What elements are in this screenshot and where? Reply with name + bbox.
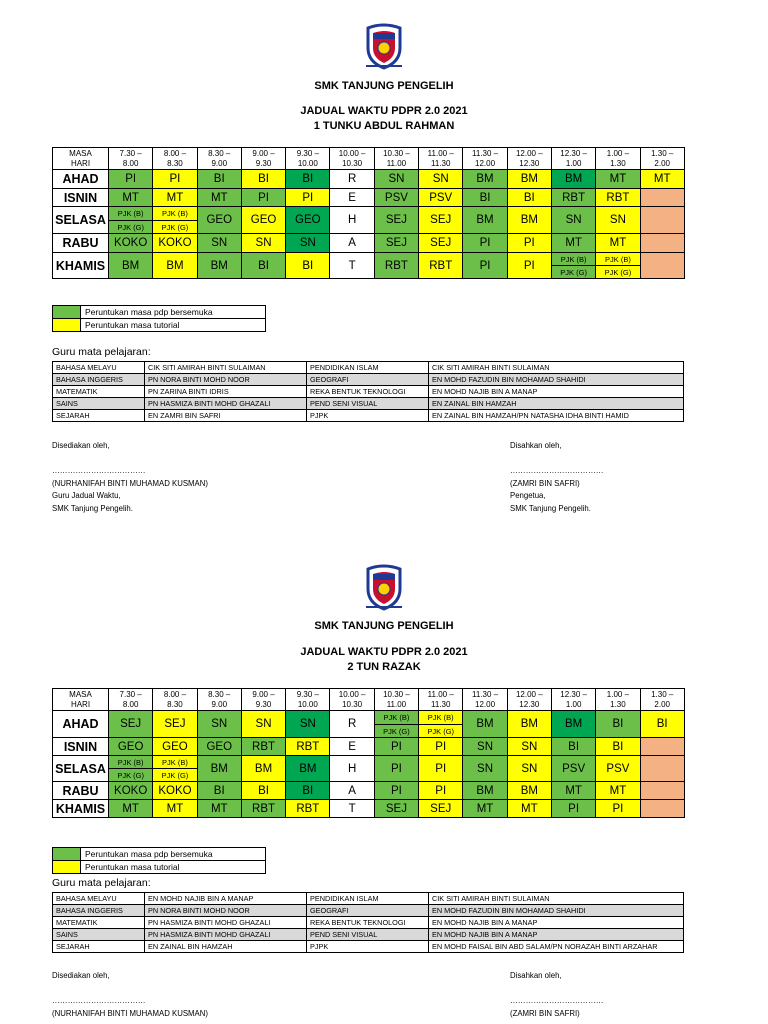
- time-header: 10.30 – 11.00: [374, 148, 418, 170]
- subject-cell: SN: [197, 234, 241, 253]
- subject-cell: PI: [374, 782, 418, 800]
- time-header: 12.00 – 12.30: [507, 148, 551, 170]
- subject-cell: PJK (G): [374, 725, 418, 738]
- subject-cell: BI: [241, 253, 285, 279]
- break-letter: R: [330, 170, 374, 189]
- empty-cell: [640, 782, 684, 800]
- signature-prepared: Disediakan oleh, ……………………………… (NURHANIFAH BINTI MUHAMAD KUSMAN): [52, 971, 208, 1018]
- class-name: 1 TUNKU ABDUL RAHMAN: [313, 120, 455, 132]
- subject-cell: SEJ: [374, 234, 418, 253]
- break-letter: R: [330, 711, 374, 738]
- subject-cell: PI: [374, 738, 418, 756]
- subject-cell: BI: [551, 738, 595, 756]
- subject-cell: GEO: [241, 207, 285, 234]
- subject-cell: GEO: [197, 738, 241, 756]
- subject-cell: SEJ: [109, 711, 153, 738]
- subject-cell: SN: [507, 756, 551, 782]
- subject-cell: BM: [551, 711, 595, 738]
- subject-cell: SN: [286, 234, 330, 253]
- subject-cell: PJK (B): [153, 207, 197, 221]
- break-letter: H: [330, 207, 374, 234]
- masa-hari-header: MASA HARI: [53, 689, 109, 711]
- subject-cell: SEJ: [374, 800, 418, 818]
- subject-cell: PSV: [374, 189, 418, 207]
- time-header: 1.30 – 2.00: [640, 689, 684, 711]
- school-name: SMK TANJUNG PENGELIH: [314, 80, 454, 92]
- subject-cell: PI: [507, 253, 551, 279]
- subject-cell: SN: [463, 738, 507, 756]
- day-label: SELASA: [53, 207, 109, 234]
- empty-cell: [640, 189, 684, 207]
- subject-cell: RBT: [241, 738, 285, 756]
- subject-cell: PI: [419, 756, 463, 782]
- empty-cell: [640, 207, 684, 234]
- table-row: BAHASA MELAYU EN MOHD NAJIB BIN A MANAP PENDIDIKAN ISLAM CIK SITI AMIRAH BINTI SULAIMAN: [53, 893, 684, 905]
- subject-cell: PSV: [551, 756, 595, 782]
- subject-cell: PJK (G): [153, 769, 197, 782]
- time-header: 9.30 – 10.00: [286, 148, 330, 170]
- subject-cell: MT: [197, 800, 241, 818]
- legend-label: Peruntukan masa tutorial: [81, 861, 266, 874]
- teachers-table-2: [52, 892, 684, 953]
- subject-cell: SN: [374, 170, 418, 189]
- break-letter: E: [330, 189, 374, 207]
- subject-cell: BI: [197, 170, 241, 189]
- empty-cell: [640, 738, 684, 756]
- teachers-heading: Guru mata pelajaran:: [52, 877, 151, 889]
- masa-hari-header: MASA HARI: [53, 148, 109, 170]
- subject-cell: SN: [507, 738, 551, 756]
- subject-cell: MT: [153, 800, 197, 818]
- legend: [52, 847, 266, 874]
- subject-cell: GEO: [109, 738, 153, 756]
- subject-cell: SN: [241, 711, 285, 738]
- legend-swatch-green: [53, 848, 81, 861]
- subject-cell: PI: [419, 782, 463, 800]
- time-header: 12.00 – 12.30: [507, 689, 551, 711]
- subject-cell: PJK (B): [596, 253, 640, 266]
- table-row: BAHASA INGGERIS PN NORA BINTI MOHD NOOR GEOGRAFI EN MOHD FAZUDIN BIN MOHAMAD SHAHIDI: [53, 374, 684, 386]
- subject-cell: RBT: [286, 738, 330, 756]
- class-name: 2 TUN RAZAK: [347, 661, 421, 673]
- day-label: ISNIN: [53, 189, 109, 207]
- subject-cell: RBT: [419, 253, 463, 279]
- legend-swatch-green: [53, 306, 81, 319]
- subject-cell: BI: [241, 170, 285, 189]
- day-label: RABU: [53, 234, 109, 253]
- timetable-title: JADUAL WAKTU PDPR 2.0 2021: [300, 105, 468, 117]
- break-letter: E: [330, 738, 374, 756]
- table-row: BAHASA INGGERIS PN NORA BINTI MOHD NOOR GEOGRAFI EN MOHD FAZUDIN BIN MOHAMAD SHAHIDI: [53, 905, 684, 917]
- subject-cell: PI: [507, 234, 551, 253]
- subject-cell: GEO: [286, 207, 330, 234]
- subject-cell: SN: [551, 207, 595, 234]
- table-row: SEJARAH EN ZAMRI BIN SAFRI PJPK EN ZAINAL BIN HAMZAH/PN NATASHA IDHA BINTI HAMID: [53, 410, 684, 422]
- subject-cell: BI: [640, 711, 684, 738]
- subject-cell: PI: [241, 189, 285, 207]
- subject-cell: BM: [109, 253, 153, 279]
- subject-cell: PJK (G): [419, 725, 463, 738]
- subject-cell: MT: [507, 800, 551, 818]
- time-header: 8.30 – 9.00: [197, 148, 241, 170]
- subject-cell: KOKO: [153, 234, 197, 253]
- day-label: KHAMIS: [53, 253, 109, 279]
- time-header: 9.00 – 9.30: [241, 148, 285, 170]
- subject-cell: SN: [286, 711, 330, 738]
- day-label: KHAMIS: [53, 800, 109, 818]
- time-header: 8.00 – 8.30: [153, 689, 197, 711]
- subject-cell: BI: [241, 782, 285, 800]
- subject-cell: RBT: [596, 189, 640, 207]
- subject-cell: BM: [507, 711, 551, 738]
- subject-cell: PSV: [419, 189, 463, 207]
- subject-cell: BM: [507, 207, 551, 234]
- time-header: 10.00 – 10.30: [330, 148, 374, 170]
- break-letter: T: [330, 253, 374, 279]
- subject-cell: PJK (B): [109, 756, 153, 769]
- subject-cell: PJK (B): [153, 756, 197, 769]
- break-letter: H: [330, 756, 374, 782]
- subject-cell: BI: [286, 170, 330, 189]
- subject-cell: MT: [463, 800, 507, 818]
- subject-cell: BM: [463, 170, 507, 189]
- time-header: 10.30 – 11.00: [374, 689, 418, 711]
- subject-cell: BM: [507, 170, 551, 189]
- time-header: 1.30 – 2.00: [640, 148, 684, 170]
- subject-cell: GEO: [197, 207, 241, 234]
- legend-label: Peruntukan masa pdp bersemuka: [81, 306, 266, 319]
- subject-cell: SN: [197, 711, 241, 738]
- subject-cell: KOKO: [153, 782, 197, 800]
- subject-cell: BM: [153, 253, 197, 279]
- time-header: 12.30 – 1.00: [551, 148, 595, 170]
- subject-cell: BI: [596, 711, 640, 738]
- subject-cell: BI: [463, 189, 507, 207]
- day-label: AHAD: [53, 170, 109, 189]
- timetable-2: [52, 688, 685, 818]
- subject-cell: KOKO: [109, 234, 153, 253]
- subject-cell: PI: [463, 253, 507, 279]
- subject-cell: MT: [596, 782, 640, 800]
- subject-cell: RBT: [286, 800, 330, 818]
- signature-prepared: Disediakan oleh, ……………………………… (NURHANIFAH BINTI MUHAMAD KUSMAN) Guru Jadual Waktu, SMK Tanjung Pengelih.: [52, 441, 208, 513]
- time-header: 1.00 – 1.30: [596, 148, 640, 170]
- subject-cell: MT: [197, 189, 241, 207]
- time-header: 11.30 – 12.00: [463, 689, 507, 711]
- subject-cell: BM: [507, 782, 551, 800]
- school-crest-icon: [362, 563, 406, 611]
- legend-label: Peruntukan masa pdp bersemuka: [81, 848, 266, 861]
- teachers-heading: Guru mata pelajaran:: [52, 346, 151, 358]
- subject-cell: RBT: [374, 253, 418, 279]
- empty-cell: [640, 234, 684, 253]
- table-row: BAHASA MELAYU CIK SITI AMIRAH BINTI SULAIMAN PENDIDIKAN ISLAM CIK SITI AMIRAH BINTI SULAIMAN: [53, 362, 684, 374]
- subject-cell: PJK (G): [153, 221, 197, 234]
- break-letter: A: [330, 782, 374, 800]
- school-name: SMK TANJUNG PENGELIH: [314, 620, 454, 632]
- subject-cell: BM: [551, 170, 595, 189]
- subject-cell: BM: [197, 756, 241, 782]
- subject-cell: BM: [463, 207, 507, 234]
- subject-cell: MT: [153, 189, 197, 207]
- legend-swatch-yellow: [53, 861, 81, 874]
- teachers-table-1: [52, 361, 684, 422]
- time-header: 9.00 – 9.30: [241, 689, 285, 711]
- subject-cell: PSV: [596, 756, 640, 782]
- subject-cell: BM: [463, 711, 507, 738]
- legend: [52, 305, 266, 332]
- time-header: 1.00 – 1.30: [596, 689, 640, 711]
- subject-cell: MT: [596, 234, 640, 253]
- legend-swatch-yellow: [53, 319, 81, 332]
- time-header: 11.00 – 11.30: [419, 689, 463, 711]
- subject-cell: MT: [551, 782, 595, 800]
- subject-cell: SN: [419, 170, 463, 189]
- subject-cell: MT: [109, 189, 153, 207]
- subject-cell: SN: [241, 234, 285, 253]
- timetable-1: [52, 147, 685, 279]
- subject-cell: BM: [286, 756, 330, 782]
- empty-cell: [640, 756, 684, 782]
- empty-cell: [640, 800, 684, 818]
- subject-cell: PI: [419, 738, 463, 756]
- subject-cell: BI: [596, 738, 640, 756]
- subject-cell: BI: [197, 782, 241, 800]
- subject-cell: SEJ: [374, 207, 418, 234]
- subject-cell: PI: [109, 170, 153, 189]
- school-crest-icon: [362, 22, 406, 70]
- time-header: 8.00 – 8.30: [153, 148, 197, 170]
- subject-cell: SEJ: [419, 800, 463, 818]
- subject-cell: BM: [463, 782, 507, 800]
- subject-cell: PI: [596, 800, 640, 818]
- table-row: SAINS PN HASMIZA BINTI MOHD GHAZALI PEND SENI VISUAL EN MOHD NAJIB BIN A MANAP: [53, 929, 684, 941]
- table-row: SEJARAH EN ZAINAL BIN HAMZAH PJPK EN MOHD FAISAL BIN ABD SALAM/PN NORAZAH BINTI ARZAHAR: [53, 941, 684, 953]
- subject-cell: SEJ: [419, 207, 463, 234]
- subject-cell: PJK (B): [109, 207, 153, 221]
- day-label: ISNIN: [53, 738, 109, 756]
- break-letter: T: [330, 800, 374, 818]
- table-row: MATEMATIK PN HASMIZA BINTI MOHD GHAZALI REKA BENTUK TEKNOLOGI EN MOHD NAJIB BIN A MANAP: [53, 917, 684, 929]
- subject-cell: GEO: [153, 738, 197, 756]
- subject-cell: PJK (B): [419, 711, 463, 725]
- time-header: 9.30 – 10.00: [286, 689, 330, 711]
- time-header: 10.00 – 10.30: [330, 689, 374, 711]
- table-row: SAINS PN HASMIZA BINTI MOHD GHAZALI PEND SENI VISUAL EN ZAINAL BIN HAMZAH: [53, 398, 684, 410]
- subject-cell: PJK (G): [596, 266, 640, 279]
- table-row: MATEMATIK PN ZARINA BINTI IDRIS REKA BENTUK TEKNOLOGI EN MOHD NAJIB BIN A MANAP: [53, 386, 684, 398]
- time-header: 7.30 – 8.00: [109, 148, 153, 170]
- time-header: 7.30 – 8.00: [109, 689, 153, 711]
- subject-cell: SN: [463, 756, 507, 782]
- time-header: 11.30 – 12.00: [463, 148, 507, 170]
- empty-cell: [640, 253, 684, 279]
- subject-cell: SN: [596, 207, 640, 234]
- subject-cell: PI: [551, 800, 595, 818]
- subject-cell: PI: [463, 234, 507, 253]
- subject-cell: KOKO: [109, 782, 153, 800]
- legend-label: Peruntukan masa tutorial: [81, 319, 266, 332]
- subject-cell: BM: [197, 253, 241, 279]
- subject-cell: SEJ: [419, 234, 463, 253]
- subject-cell: PJK (G): [109, 769, 153, 782]
- subject-cell: SEJ: [153, 711, 197, 738]
- subject-cell: RBT: [551, 189, 595, 207]
- subject-cell: BI: [286, 253, 330, 279]
- time-header: 11.00 – 11.30: [419, 148, 463, 170]
- signature-approved: Disahkan oleh, ……………………………… (ZAMRI BIN SAFRI) Pengetua, SMK Tanjung Pengelih.: [510, 441, 604, 513]
- subject-cell: BM: [241, 756, 285, 782]
- subject-cell: MT: [109, 800, 153, 818]
- subject-cell: PJK (B): [551, 253, 595, 266]
- time-header: 8.30 – 9.00: [197, 689, 241, 711]
- timetable-title: JADUAL WAKTU PDPR 2.0 2021: [300, 646, 468, 658]
- subject-cell: RBT: [241, 800, 285, 818]
- subject-cell: PI: [153, 170, 197, 189]
- time-header: 12.30 – 1.00: [551, 689, 595, 711]
- day-label: SELASA: [53, 756, 109, 782]
- day-label: AHAD: [53, 711, 109, 738]
- subject-cell: MT: [640, 170, 684, 189]
- subject-cell: PI: [286, 189, 330, 207]
- subject-cell: PI: [374, 756, 418, 782]
- subject-cell: MT: [596, 170, 640, 189]
- subject-cell: PJK (G): [109, 221, 153, 234]
- subject-cell: MT: [551, 234, 595, 253]
- subject-cell: BI: [286, 782, 330, 800]
- signature-approved: Disahkan oleh, ……………………………… (ZAMRI BIN SAFRI): [510, 971, 604, 1018]
- subject-cell: PJK (G): [551, 266, 595, 279]
- day-label: RABU: [53, 782, 109, 800]
- break-letter: A: [330, 234, 374, 253]
- subject-cell: BI: [507, 189, 551, 207]
- subject-cell: PJK (B): [374, 711, 418, 725]
